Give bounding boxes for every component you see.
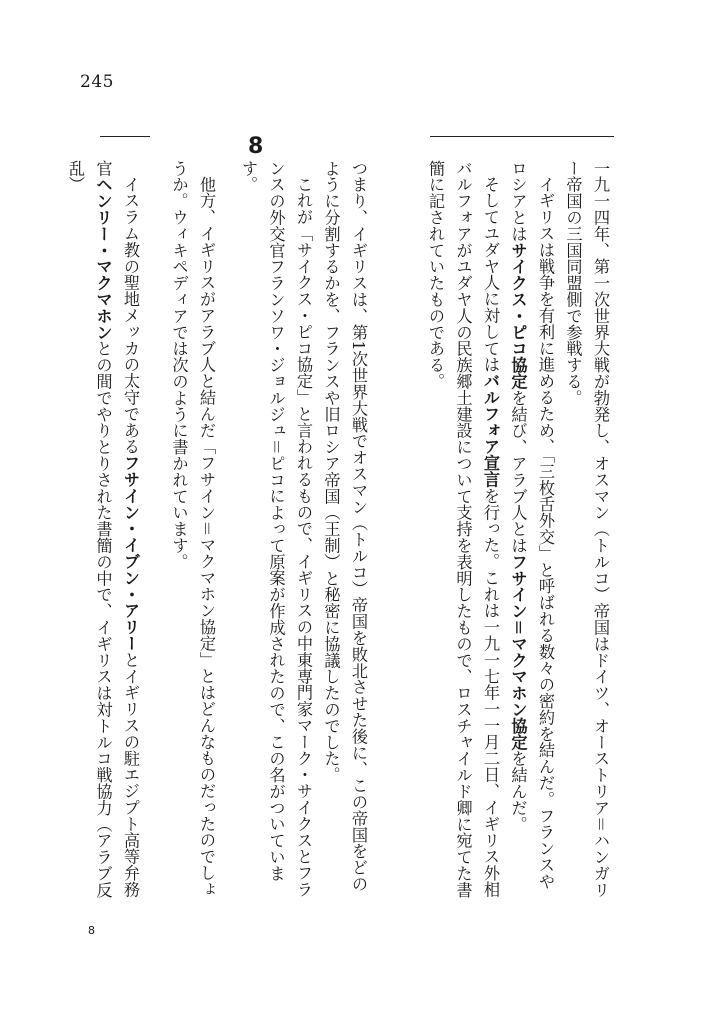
footer-chapter-number: 8 xyxy=(88,924,95,937)
quote-bottom-rule xyxy=(100,136,150,137)
quote-text: イギリスは戦争を有利に進めるため、「三枚舌外交」と呼ばれる数々の密約を結んだ。フランスやロシアとは xyxy=(508,160,555,890)
bold-term-sykes-picot: サイクス・ピコ協定 xyxy=(508,242,528,390)
quote-text: を行った。これは一九一七年一一月二日、イギリス外相バルフォアがユダヤ人の民族郷土建設について支持を表明したもので、ロスチャイルド卿に宛てた書簡に記されていたものである。 xyxy=(426,160,500,898)
quote-paragraph xyxy=(504,160,559,900)
body-paragraph: これが「サイクス・ピコ協定」と言われるもので、イギリスの中東専門家マーク・サイクスとフランスの外交官フランソワ・ジョルジュ＝ピコによって原案が作成されたので、この名がついています。 xyxy=(239,160,313,898)
bold-term-balfour: バルフォア宣言 xyxy=(481,373,500,488)
quote-text: とイギリスの駐エジプト高等弁務官 xyxy=(93,160,140,898)
quote-text: との間でやりとりされた書簡の中で、イギリスは対トルコ戦協力（アラブ反乱） xyxy=(66,160,113,899)
quote-text: 一九一四年、第一次世界大戦が勃発し、オスマン（トルコ）帝国はドイツ、オーストリア＝ハンガリー帝国の三国同盟側で参戦する。 xyxy=(563,160,610,898)
page-number: 245 xyxy=(80,72,114,92)
quote-text: そしてユダヤ人に対しては xyxy=(481,176,500,373)
quote-paragraph xyxy=(559,160,614,900)
bold-term-hussein-mcmahon: フサイン＝マクマホン協定 xyxy=(508,553,528,751)
body-block-hussein-mcmahon xyxy=(160,160,220,900)
quote-text: を結び、アラブ人とは xyxy=(508,389,528,554)
quote-text: イスラム教の聖地メッカの太守である xyxy=(121,176,140,455)
body-paragraph: 他方、イギリスがアラブ人と結んだ「フサイン＝マクマホン協定」とはどんなものだったのでしょうか。ウィキペディアでは次のように書かれています。 xyxy=(169,160,216,898)
quote-text: を結んだ。 xyxy=(508,750,528,833)
quote-block-wwi xyxy=(426,160,614,900)
quote-top-rule xyxy=(430,136,614,137)
bold-term-hussein-ibn-ali: フサイン・イブン・アリー xyxy=(121,455,140,652)
bold-term-henry-mcmahon: ヘンリー・マクマホン xyxy=(93,176,113,341)
body-paragraph: つまり、イギリスは、第1次世界大戦でオスマン（トルコ）帝国を敗北させた後に、この帝国をどのように分割するかを、フランスや旧ロシア帝国（王制）と秘密に協議したのでした。 xyxy=(321,160,368,893)
body-block-sykes-picot xyxy=(239,160,372,900)
quote-block-hussein xyxy=(66,160,144,900)
section-number: 8 xyxy=(248,134,264,159)
quote-paragraph xyxy=(62,160,145,900)
quote-paragraph xyxy=(422,160,505,900)
